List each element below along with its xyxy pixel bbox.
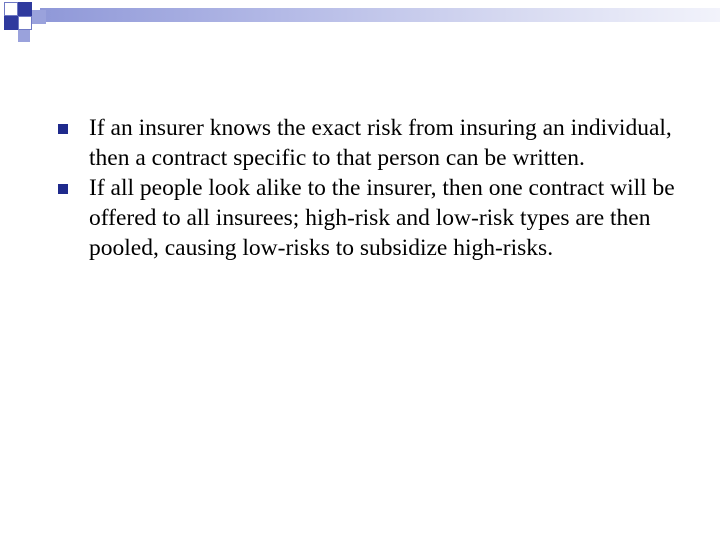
corner-square-dark-2 (4, 16, 18, 30)
corner-square-outline-2 (18, 16, 32, 30)
square-bullet-icon (58, 124, 68, 134)
corner-square-light-1 (32, 10, 46, 24)
corner-square-dark-1 (18, 2, 32, 16)
bullet-list (58, 113, 678, 263)
corner-square-outline-1 (4, 2, 18, 16)
corner-square-light-2 (18, 30, 30, 42)
bullet-text: If all people look alike to the insurer, then one contract will be offered to all insurees; high-risk and low-risk types are then pooled, causing low-risks to subsidize high-risks. (89, 175, 675, 261)
square-bullet-icon (58, 184, 68, 194)
bullet-item (58, 113, 678, 173)
bullet-text: If an insurer knows the exact risk from insuring an individual, then a contract specific to that person can be written. (89, 115, 672, 171)
header-gradient-bar (40, 8, 720, 22)
bullet-item (58, 173, 678, 263)
